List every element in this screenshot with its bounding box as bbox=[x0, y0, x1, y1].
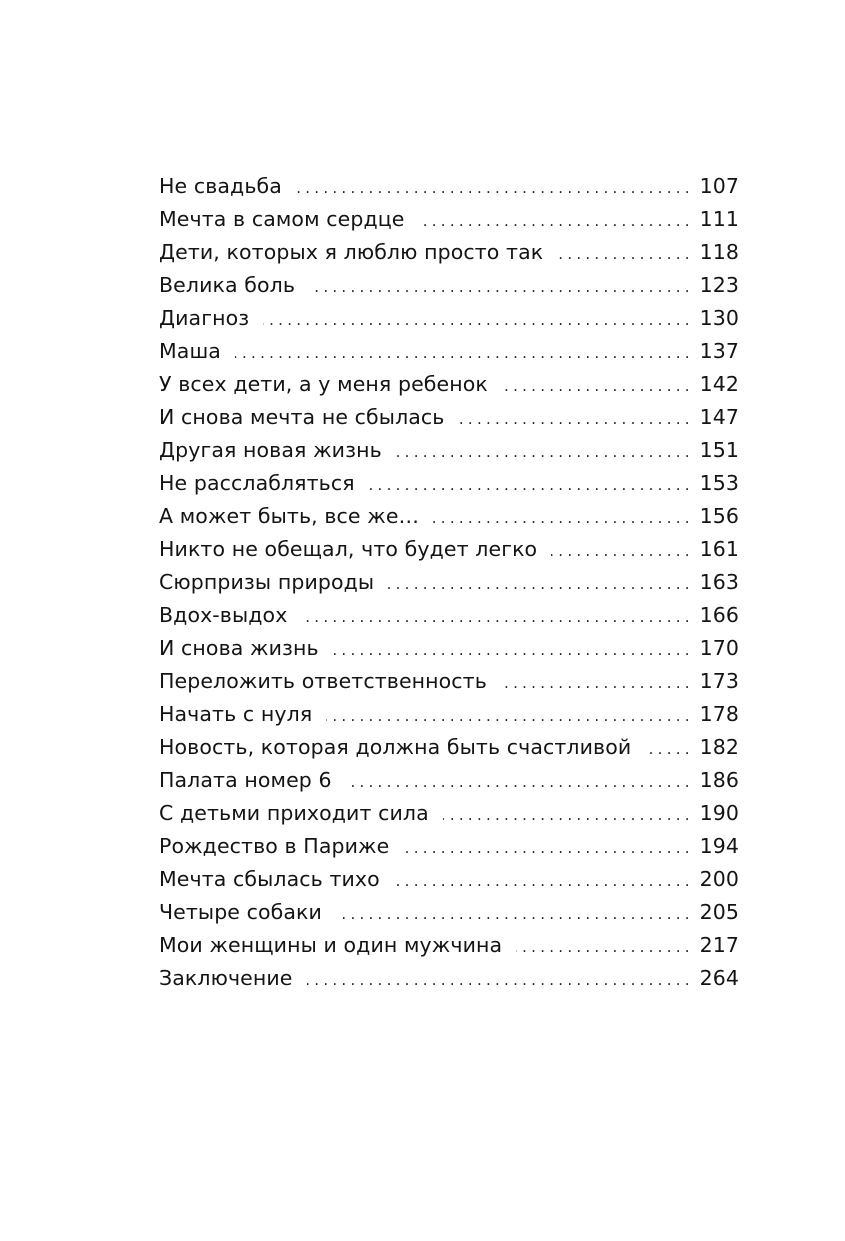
toc-entry bbox=[159, 335, 739, 368]
toc-entry bbox=[159, 962, 739, 995]
toc-entry bbox=[159, 236, 739, 269]
toc-entry-page-number: 190 bbox=[699, 801, 739, 825]
toc-entry-title: Палата номер 6 bbox=[159, 768, 332, 792]
toc-entry-title: Дети, которых я люблю просто так bbox=[159, 240, 544, 264]
toc-entry-page-number: 118 bbox=[699, 240, 739, 264]
toc-entry-page-number: 130 bbox=[699, 306, 739, 330]
toc-entry-page-number: 173 bbox=[699, 669, 739, 693]
toc-entry bbox=[159, 500, 739, 533]
dot-leader bbox=[333, 634, 690, 667]
dot-leader bbox=[459, 403, 690, 436]
toc-entry-title: У всех дети, а у меня ребенок bbox=[159, 372, 488, 396]
toc-entry bbox=[159, 434, 739, 467]
toc-entry bbox=[159, 896, 739, 929]
toc-entry-page-number: 142 bbox=[699, 372, 739, 396]
dot-leader bbox=[296, 172, 690, 205]
toc-entry-title: Новость, которая должна быть счастливой bbox=[159, 735, 632, 759]
toc-entry-title: С детьми приходит сила bbox=[159, 801, 429, 825]
toc-entry-title: Мои женщины и один мужчина bbox=[159, 933, 503, 957]
toc-entry-title: Не свадьба bbox=[159, 174, 282, 198]
dot-leader bbox=[235, 337, 690, 370]
toc-entry bbox=[159, 467, 739, 500]
dot-leader bbox=[326, 700, 689, 733]
toc-entry-page-number: 151 bbox=[699, 438, 739, 462]
toc-entry-page-number: 123 bbox=[699, 273, 739, 297]
toc-entry bbox=[159, 599, 739, 632]
toc-entry-page-number: 186 bbox=[699, 768, 739, 792]
toc-entry-title: Не расслабляться bbox=[159, 471, 355, 495]
toc-entry-page-number: 111 bbox=[699, 207, 739, 231]
toc-entry-page-number: 170 bbox=[699, 636, 739, 660]
toc-entry-title: Мечта в самом сердце bbox=[159, 207, 405, 231]
toc-entry-title: А может быть, все же… bbox=[159, 504, 420, 528]
toc-entry bbox=[159, 764, 739, 797]
toc-entry-page-number: 137 bbox=[699, 339, 739, 363]
toc-entry-title: Мечта сбылась тихо bbox=[159, 867, 380, 891]
toc-entry-page-number: 153 bbox=[699, 471, 739, 495]
toc-entry bbox=[159, 302, 739, 335]
dot-leader bbox=[301, 601, 689, 634]
dot-leader bbox=[403, 832, 689, 865]
toc-entry-title: Четыре собаки bbox=[159, 900, 322, 924]
toc-entry-title: И снова мечта не сбылась bbox=[159, 405, 445, 429]
toc-entry bbox=[159, 797, 739, 830]
dot-leader bbox=[388, 568, 689, 601]
toc-entry bbox=[159, 863, 739, 896]
toc-entry-page-number: 194 bbox=[699, 834, 739, 858]
dot-leader bbox=[433, 502, 689, 535]
toc-entry-page-number: 264 bbox=[699, 966, 739, 990]
toc-entry bbox=[159, 269, 739, 302]
toc-entry-page-number: 200 bbox=[699, 867, 739, 891]
dot-leader bbox=[346, 766, 690, 799]
dot-leader bbox=[645, 733, 689, 766]
dot-leader bbox=[551, 535, 689, 568]
toc-entry-title: Переложить ответственность bbox=[159, 669, 487, 693]
toc-entry-title: Рождество в Париже bbox=[159, 834, 390, 858]
dot-leader bbox=[501, 667, 690, 700]
toc-entry-title: И снова жизнь bbox=[159, 636, 319, 660]
dot-leader bbox=[502, 370, 690, 403]
toc-entry-title: Другая новая жизнь bbox=[159, 438, 382, 462]
dot-leader bbox=[263, 304, 689, 337]
toc-entry-page-number: 163 bbox=[699, 570, 739, 594]
toc-entry bbox=[159, 632, 739, 665]
toc-entry-title: Сюрпризы природы bbox=[159, 570, 375, 594]
dot-leader bbox=[516, 931, 689, 964]
toc-entry bbox=[159, 698, 739, 731]
toc-entry bbox=[159, 566, 739, 599]
dot-leader bbox=[336, 898, 690, 931]
toc-entry-page-number: 107 bbox=[699, 174, 739, 198]
toc-entry bbox=[159, 401, 739, 434]
toc-entry bbox=[159, 170, 739, 203]
toc-entry-title: Вдох-выдох bbox=[159, 603, 288, 627]
toc-entry-title: Никто не обещал, что будет легко bbox=[159, 537, 538, 561]
toc-entry bbox=[159, 203, 739, 236]
toc-entry-page-number: 205 bbox=[699, 900, 739, 924]
toc-entry bbox=[159, 731, 739, 764]
dot-leader bbox=[307, 964, 690, 997]
toc-entry-page-number: 182 bbox=[699, 735, 739, 759]
toc-entry bbox=[159, 929, 739, 962]
dot-leader bbox=[309, 271, 690, 304]
toc-entry-title: Велика боль bbox=[159, 273, 296, 297]
toc-entry-title: Диагноз bbox=[159, 306, 250, 330]
dot-leader bbox=[396, 436, 690, 469]
dot-leader bbox=[443, 799, 690, 832]
toc-entry bbox=[159, 533, 739, 566]
toc-entry-page-number: 217 bbox=[699, 933, 739, 957]
toc-entry-title: Заключение bbox=[159, 966, 293, 990]
toc-entry-page-number: 147 bbox=[699, 405, 739, 429]
toc-entry bbox=[159, 830, 739, 863]
toc-entry-page-number: 178 bbox=[699, 702, 739, 726]
dot-leader bbox=[557, 238, 689, 271]
dot-leader bbox=[394, 865, 690, 898]
toc-entry bbox=[159, 665, 739, 698]
toc-entry bbox=[159, 368, 739, 401]
toc-entry-page-number: 156 bbox=[699, 504, 739, 528]
dot-leader bbox=[419, 205, 690, 238]
toc-entry-title: Маша bbox=[159, 339, 221, 363]
toc-entry-page-number: 166 bbox=[699, 603, 739, 627]
table-of-contents bbox=[159, 170, 739, 995]
toc-entry-page-number: 161 bbox=[699, 537, 739, 561]
dot-leader bbox=[369, 469, 690, 502]
toc-entry-title: Начать с нуля bbox=[159, 702, 313, 726]
